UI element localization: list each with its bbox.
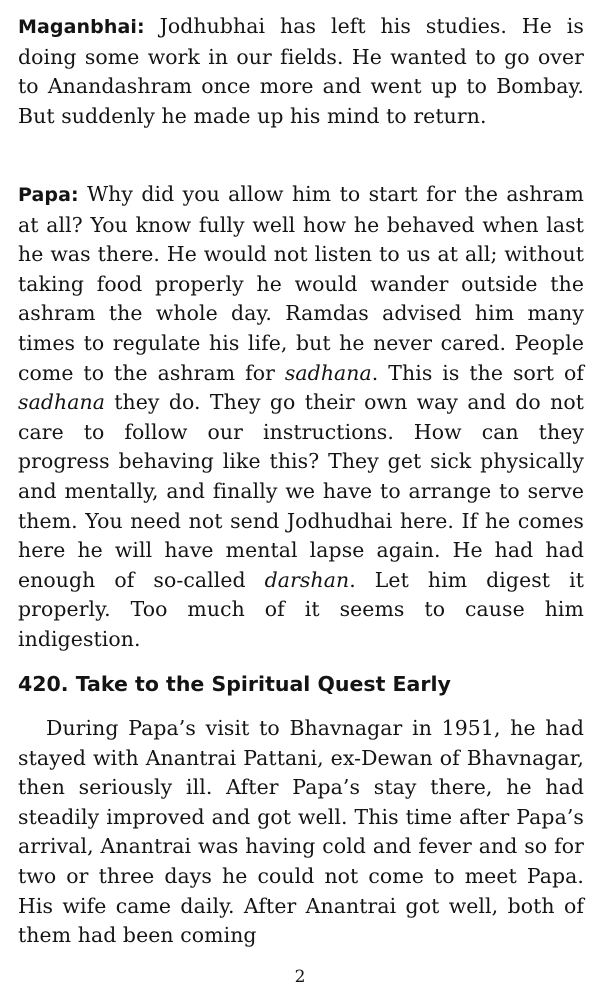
italic-term: sadhana <box>18 390 105 415</box>
dialogue-text: Jodhubhai has left his studies. He is doing some work in our fields. He wanted to go over to Anandashram once more and went up to Bombay. But suddenly he made up his mind to return. <box>18 14 584 128</box>
dialogue-text: . Let him digest it properly. Too much of it seems to cause him indigestion. <box>18 567 584 651</box>
dialogue-text: they do. They go their own way and do not care to follow our instructions. How can they progress behaving like this? They get sick physically and mentally, and finally we have to arrange to serve them. You need not send Jodhudhai here. If he comes here he will have mental lapse again. He had had enough of so-called <box>18 390 584 592</box>
italic-term: sadhana <box>284 360 372 385</box>
speaker-name: Papa: <box>18 184 79 206</box>
dialogue-text: Why did you allow him to start for the ashram at all? You know fully well how he behaved when last he was there. He would not listen to us at all; without taking food properly he would wander outside the ashram the whole day. Ramdas advised him many times to regulate his life, but he never cared. People come to the ashram for <box>18 182 584 385</box>
paragraph-maganbhai <box>18 12 584 131</box>
page-number: 2 <box>294 967 306 987</box>
speaker-name: Maganbhai: <box>18 16 145 38</box>
section-heading: 420. Take to the Spiritual Quest Early <box>18 672 451 696</box>
italic-term: darshan <box>264 567 350 592</box>
dialogue-text: . This is the sort of <box>371 360 584 385</box>
book-page <box>18 0 584 999</box>
paragraph-papa <box>18 180 584 655</box>
section-body-paragraph: During Papa’s visit to Bhavnagar in 1951, he had stayed with Anantrai Pattani, ex-Dewan of Bhavnagar, then seriously ill. After Papa’s stay there, he had steadily improved and got well. This time after Papa’s arrival, Anantrai was having cold and fever and so for two or three days he could not come to meet Papa. His wife came daily. After Anantrai got well, both of them had been coming <box>18 716 584 948</box>
